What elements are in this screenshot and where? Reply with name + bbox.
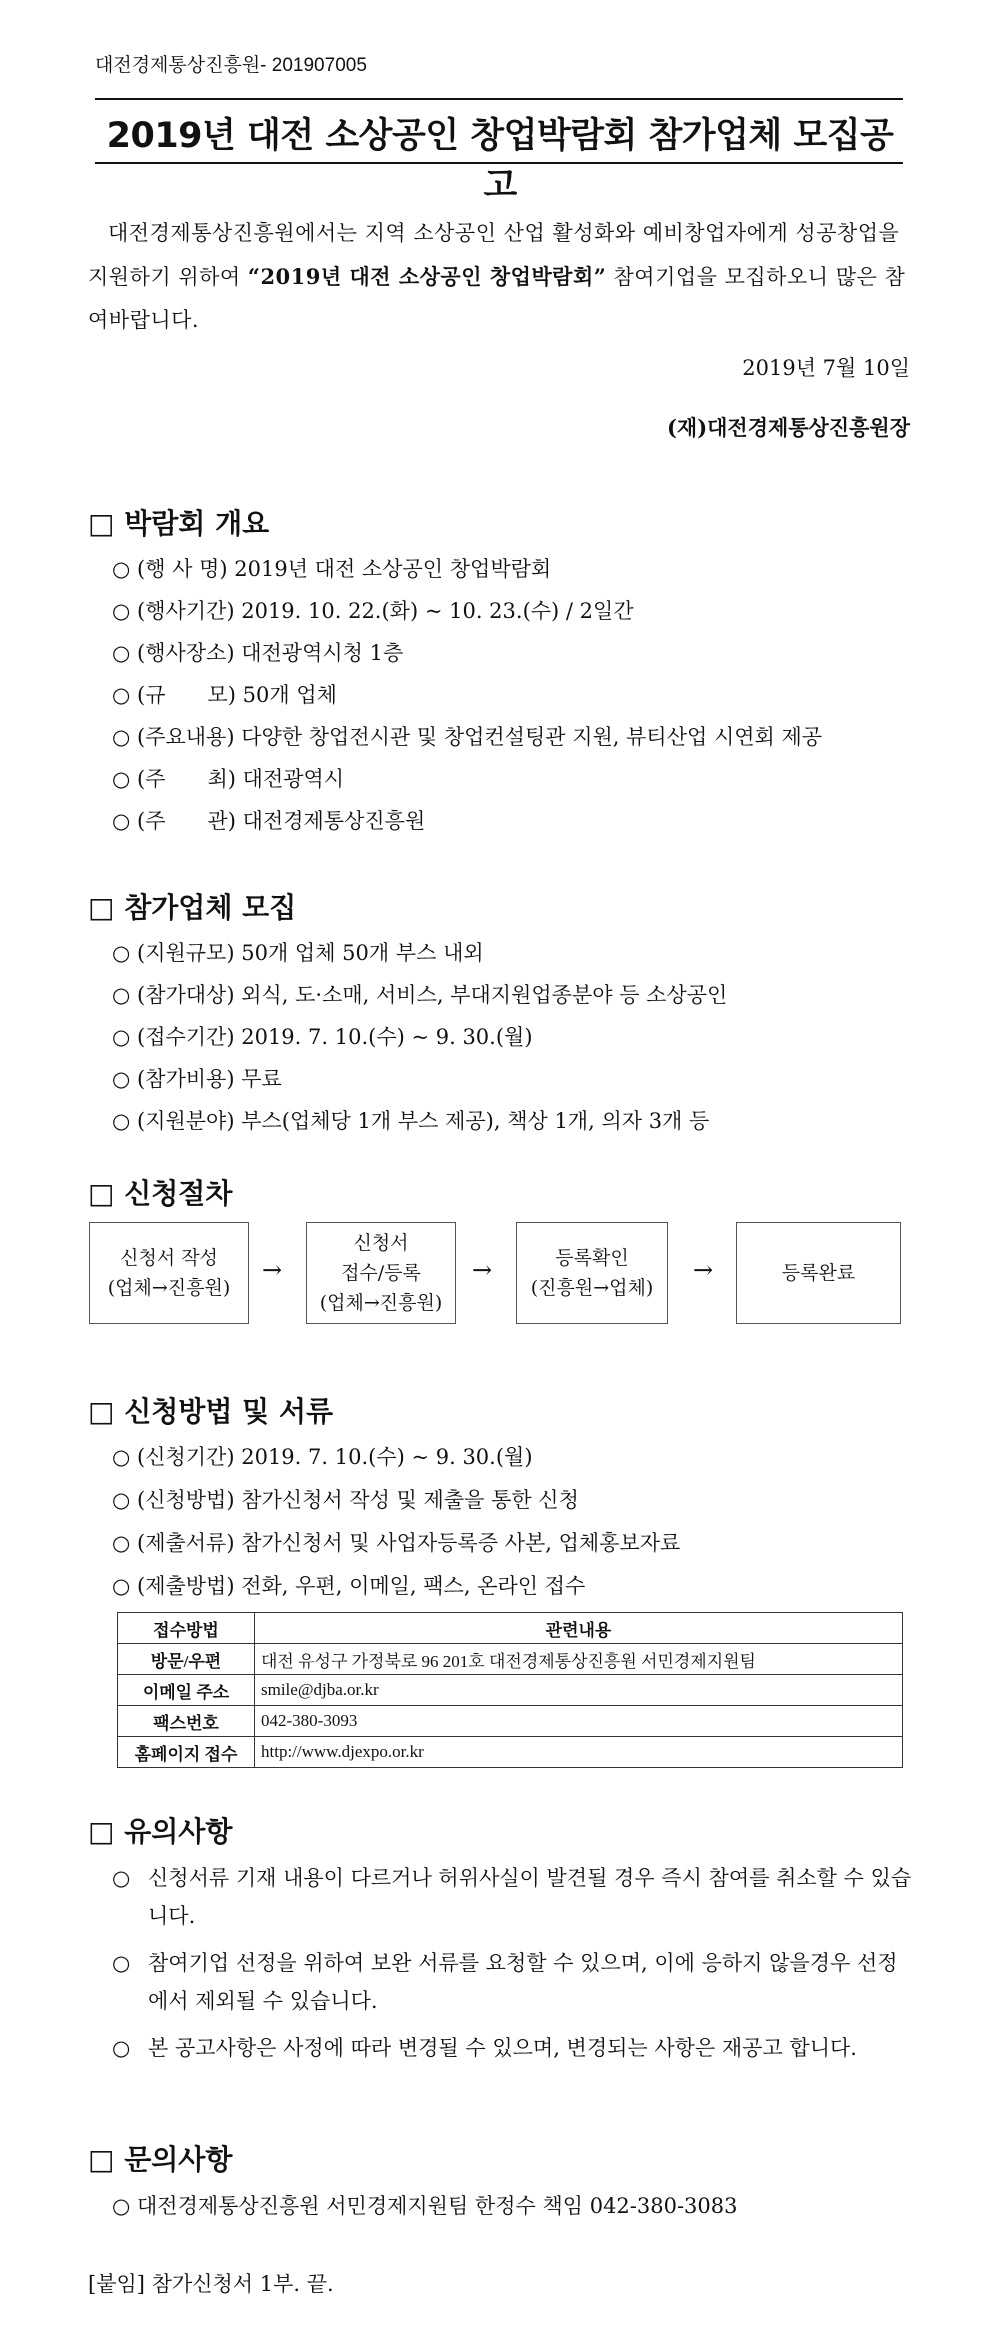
method-item [112,1484,579,1514]
recruit-label: ○ (참가비용) [112,1067,235,1091]
overview-value: 대전광역시 [242,767,345,791]
section-title-notes: □ 유의사항 [88,1815,233,1848]
table-row [118,1737,903,1768]
method-value: 2019. 7. 10.(수) ~ 9. 30.(월) [241,1445,533,1469]
overview-item [112,553,551,583]
overview-item [112,679,337,709]
note-item [112,1944,912,2020]
overview-value: 50개 업체 [242,683,337,707]
issuer: (재)대전경제통상진흥원장 [666,415,910,440]
table-cell: 방문/우편 [118,1644,255,1675]
recruit-label: ○ (지원분야) [112,1109,235,1133]
overview-value: 대전경제통상진흥원 [242,809,426,833]
table-cell: http://www.djexpo.or.kr [255,1737,903,1768]
table-header: 관련내용 [255,1613,903,1644]
step-line: 신청서 작성 [120,1247,218,1269]
recruit-item [112,1105,709,1135]
title-bottom-rule [95,162,903,164]
intro-text-2: 참여기업을 모집하오니 많은 참여바랍니다. [88,265,906,332]
recruit-value: 무료 [241,1067,282,1091]
recruit-label: ○ (참가대상) [112,983,235,1007]
overview-label: ○ (행사기간) [112,599,235,623]
section-title-recruit: □ 참가업체 모집 [88,891,297,924]
document-number: 대전경제통상진흥원- 201907005 [95,55,367,76]
recruit-item [112,937,484,967]
procedure-step-4 [736,1222,901,1324]
step-line: (진흥원→업체) [530,1277,654,1299]
procedure-step-2 [306,1222,456,1324]
table-row [118,1644,903,1675]
method-item [112,1527,680,1557]
note-text: 신청서류 기재 내용이 다르거나 허위사실이 발견될 경우 즉시 참여를 취소할 수 있습니다. [148,1866,912,1928]
table-row [118,1706,903,1737]
method-value: 참가신청서 및 사업자등록증 사본, 업체홍보자료 [241,1531,681,1555]
recruit-value: 외식, 도·소매, 서비스, 부대지원업종분야 등 소상공인 [241,983,728,1007]
overview-value: 대전광역시청 1층 [241,641,404,665]
overview-label: ○ (주 관) [112,809,236,833]
section-title-procedure: □ 신청절차 [88,1177,233,1210]
overview-item [112,763,344,793]
table-cell: 대전 유성구 가정북로 96 201호 대전경제통상진흥원 서민경제지원팀 [255,1644,903,1675]
note-item [112,2029,912,2067]
overview-value: 2019년 대전 소상공인 창업박람회 [234,557,552,581]
section-title-overview: □ 박람회 개요 [88,507,270,540]
recruit-label: ○ (지원규모) [112,941,235,965]
recruit-item [112,979,727,1009]
intro-highlight: “2019년 대전 소상공인 창업박람회” [247,264,607,289]
step-line: (업체→진흥원) [107,1277,231,1299]
overview-value: 2019. 10. 22.(화) ~ 10. 23.(수) / 2일간 [241,599,634,623]
method-value: 참가신청서 작성 및 제출을 통한 신청 [241,1488,579,1512]
method-label: ○ (신청기간) [112,1445,235,1469]
recruit-label: ○ (접수기간) [112,1025,235,1049]
recruit-value: 2019. 7. 10.(수) ~ 9. 30.(월) [241,1025,533,1049]
recruit-item [112,1063,282,1093]
section-title-contact: □ 문의사항 [88,2143,233,2176]
method-item [112,1570,585,1600]
table-cell: 팩스번호 [118,1706,255,1737]
table-cell: 이메일 주소 [118,1675,255,1706]
contact-line: ○ 대전경제통상진흥원 서민경제지원팀 한정수 책임 042-380-3083 [112,2194,738,2218]
step-line: 등록완료 [781,1262,856,1284]
overview-label: ○ (규 모) [112,683,236,707]
note-item [112,1859,912,1935]
overview-item [112,805,425,835]
table-header-row [118,1613,903,1644]
recruit-item [112,1021,533,1051]
page-title: 2019년 대전 소상공인 창업박람회 참가업체 모집공고 [106,116,894,206]
table-cell: 042-380-3093 [255,1706,903,1737]
overview-label: ○ (행사장소) [112,641,235,665]
step-line: 신청서 [353,1232,409,1254]
method-label: ○ (신청방법) [112,1488,235,1512]
submission-table [117,1612,903,1768]
table-header: 접수방법 [118,1613,255,1644]
procedure-step-3 [516,1222,668,1324]
note-text: 본 공고사항은 사정에 따라 변경될 수 있으며, 변경되는 사항은 재공고 합니다. [148,2036,857,2060]
step-line: 등록확인 [555,1247,629,1269]
step-line: (업체→진흥원) [319,1292,443,1314]
table-cell: 홈페이지 접수 [118,1737,255,1768]
title-top-rule [95,98,903,100]
recruit-value: 부스(업체당 1개 부스 제공), 책상 1개, 의자 3개 등 [241,1109,710,1133]
circle-bullet-icon: ○ [112,1951,131,1975]
attachment-note: [붙임] 참가신청서 1부. 끝. [88,2272,334,2296]
arrow-icon: → [472,1256,493,1284]
circle-bullet-icon: ○ [112,2036,131,2060]
circle-bullet-icon: ○ [112,1866,131,1890]
table-cell: smile@djba.or.kr [255,1675,903,1706]
arrow-icon: → [262,1256,283,1284]
overview-item [112,721,822,751]
overview-item [112,637,403,667]
procedure-step-1 [89,1222,249,1324]
overview-label: ○ (행 사 명) [112,557,228,581]
method-item [112,1441,533,1471]
overview-value: 다양한 창업전시관 및 창업컨설팅관 지원, 뷰티산업 시연회 제공 [241,725,823,749]
overview-label: ○ (주 최) [112,767,236,791]
intro-paragraph [88,212,908,342]
recruit-value: 50개 업체 50개 부스 내외 [241,941,484,965]
step-line: 접수/등록 [341,1262,421,1284]
arrow-icon: → [693,1256,714,1284]
overview-label: ○ (주요내용) [112,725,235,749]
table-row [118,1675,903,1706]
method-value: 전화, 우편, 이메일, 팩스, 온라인 접수 [241,1574,586,1598]
note-text: 참여기업 선정을 위하여 보완 서류를 요청할 수 있으며, 이에 응하지 않을경우 선정에서 제외될 수 있습니다. [148,1951,898,2013]
method-label: ○ (제출방법) [112,1574,235,1598]
method-label: ○ (제출서류) [112,1531,235,1555]
overview-item [112,595,634,625]
section-title-method: □ 신청방법 및 서류 [88,1395,334,1428]
intro-text-1: 대전경제통상진흥원에서는 지역 소상공인 산업 활성화와 예비창업자에게 성공창업을 지원하기 위하여 [88,221,900,289]
announcement-date: 2019년 7월 10일 [742,356,910,380]
